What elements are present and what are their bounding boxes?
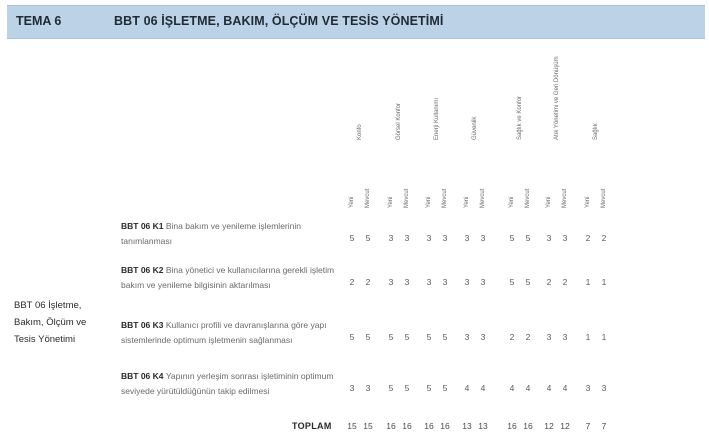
outcome-text: Kullanıcı profili ve davranışlarına göre yapı sistemlerinde optimum işletmenin sağlanması (121, 320, 327, 345)
score-cell: 4 (509, 383, 515, 393)
total-cell: 13 (462, 421, 472, 431)
theme-number: TEMA 6 (16, 14, 62, 28)
score-cell: 4 (562, 383, 568, 393)
score-cell: 1 (601, 332, 607, 342)
score-cell: 5 (426, 383, 432, 393)
score-cell: 3 (562, 332, 568, 342)
score-cell: 5 (426, 332, 432, 342)
outcome-item (121, 318, 336, 347)
sub-header-mevcut: Mevcut (562, 188, 568, 208)
score-cell: 2 (525, 332, 531, 342)
outcome-text: Bina yönetici ve kullanıcılarına gerekli işletim bakım ve yenileme bilgisinin aktarılması (121, 265, 335, 290)
score-cell: 3 (442, 233, 448, 243)
column-header-2: Görsel Konfor (396, 102, 402, 140)
score-cell: 2 (509, 332, 515, 342)
score-cell: 5 (388, 332, 394, 342)
sub-header-yeni: Yeni (388, 196, 394, 208)
outcome-code: BBT 06 K3 (121, 320, 166, 330)
score-cell: 3 (426, 233, 432, 243)
total-cell: 16 (507, 421, 517, 431)
score-cell: 4 (525, 383, 531, 393)
score-cell: 3 (546, 233, 552, 243)
outcome-code: BBT 06 K1 (121, 221, 166, 231)
score-cell: 5 (442, 332, 448, 342)
score-cell: 3 (388, 233, 394, 243)
score-cell: 5 (365, 332, 371, 342)
sub-header-yeni: Yeni (546, 196, 552, 208)
sub-header-mevcut: Mevcut (480, 188, 486, 208)
total-cell: 15 (347, 421, 357, 431)
score-cell: 1 (585, 332, 591, 342)
score-cell: 2 (546, 277, 552, 287)
score-cell: 5 (388, 383, 394, 393)
score-cell: 3 (464, 332, 470, 342)
score-cell: 4 (546, 383, 552, 393)
score-cell: 2 (349, 277, 355, 287)
score-cell: 5 (509, 233, 515, 243)
sub-header-yeni: Yeni (349, 196, 355, 208)
column-header-3: Enerji Kullanımı (434, 97, 440, 140)
sub-header-yeni: Yeni (464, 196, 470, 208)
theme-title: BBT 06 İŞLETME, BAKIM, ÖLÇÜM VE TESİS YÖNETİMİ (114, 14, 444, 28)
total-cell: 13 (478, 421, 488, 431)
score-cell: 2 (562, 277, 568, 287)
score-cell: 3 (349, 383, 355, 393)
outcome-item (121, 263, 336, 292)
column-header-7: Sağlık (593, 123, 599, 140)
score-cell: 3 (404, 277, 410, 287)
total-label: TOPLAM (292, 421, 332, 431)
score-cell: 3 (365, 383, 371, 393)
score-cell: 3 (480, 277, 486, 287)
sub-header-mevcut: Mevcut (442, 188, 448, 208)
column-header-5: Sağlık ve Konfor (517, 95, 523, 140)
outcome-text: Yapının yerleşim sonrası işletiminin optimum seviyede yürütüldüğünün takip edilmesi (121, 371, 334, 396)
score-cell: 4 (480, 383, 486, 393)
total-cell: 12 (560, 421, 570, 431)
total-cell: 16 (386, 421, 396, 431)
score-cell: 3 (562, 233, 568, 243)
outcome-code: BBT 06 K4 (121, 371, 166, 381)
outcome-item (121, 369, 336, 398)
sub-header-mevcut: Mevcut (365, 188, 371, 208)
sub-header-mevcut: Mevcut (601, 188, 607, 208)
column-header-4: Güvenlik (472, 116, 478, 140)
score-cell: 3 (404, 233, 410, 243)
total-cell: 16 (440, 421, 450, 431)
score-cell: 3 (442, 277, 448, 287)
sub-header-yeni: Yeni (426, 196, 432, 208)
total-cell: 16 (402, 421, 412, 431)
total-cell: 16 (523, 421, 533, 431)
score-cell: 5 (442, 383, 448, 393)
column-header-1: Konfo (357, 124, 363, 140)
section-label: BBT 06 İşletme, Bakım, Ölçüm ve Tesis Yönetimi (14, 300, 87, 345)
score-cell: 4 (464, 383, 470, 393)
score-cell: 2 (601, 233, 607, 243)
score-cell: 5 (404, 383, 410, 393)
score-cell: 3 (426, 277, 432, 287)
score-cell: 3 (464, 277, 470, 287)
score-cell: 5 (525, 233, 531, 243)
sub-header-mevcut: Mevcut (525, 188, 531, 208)
sub-header-mevcut: Mevcut (404, 188, 410, 208)
score-cell: 3 (388, 277, 394, 287)
sub-header-yeni: Yeni (585, 196, 591, 208)
total-cell: 15 (363, 421, 373, 431)
score-cell: 2 (365, 277, 371, 287)
score-cell: 3 (585, 383, 591, 393)
score-cell: 3 (480, 332, 486, 342)
score-cell: 5 (349, 332, 355, 342)
total-cell: 7 (601, 421, 607, 431)
total-cell: 7 (585, 421, 591, 431)
score-cell: 3 (480, 233, 486, 243)
score-cell: 2 (585, 233, 591, 243)
total-cell: 12 (544, 421, 554, 431)
score-cell: 5 (349, 233, 355, 243)
score-cell: 5 (509, 277, 515, 287)
score-cell: 3 (601, 383, 607, 393)
total-cell: 16 (424, 421, 434, 431)
score-cell: 5 (365, 233, 371, 243)
sub-header-yeni: Yeni (509, 196, 515, 208)
outcome-item (121, 219, 336, 248)
theme-header-bar (7, 5, 705, 39)
outcome-code: BBT 06 K2 (121, 265, 166, 275)
score-cell: 3 (546, 332, 552, 342)
score-cell: 1 (601, 277, 607, 287)
score-cell: 1 (585, 277, 591, 287)
column-header-6: Atık Yönetimi ve Geri Dönüşüm (554, 56, 560, 140)
score-cell: 5 (525, 277, 531, 287)
outcome-text: Bina bakım ve yenileme işlemlerinin tanımlanması (121, 221, 301, 246)
score-cell: 3 (464, 233, 470, 243)
score-cell: 5 (404, 332, 410, 342)
